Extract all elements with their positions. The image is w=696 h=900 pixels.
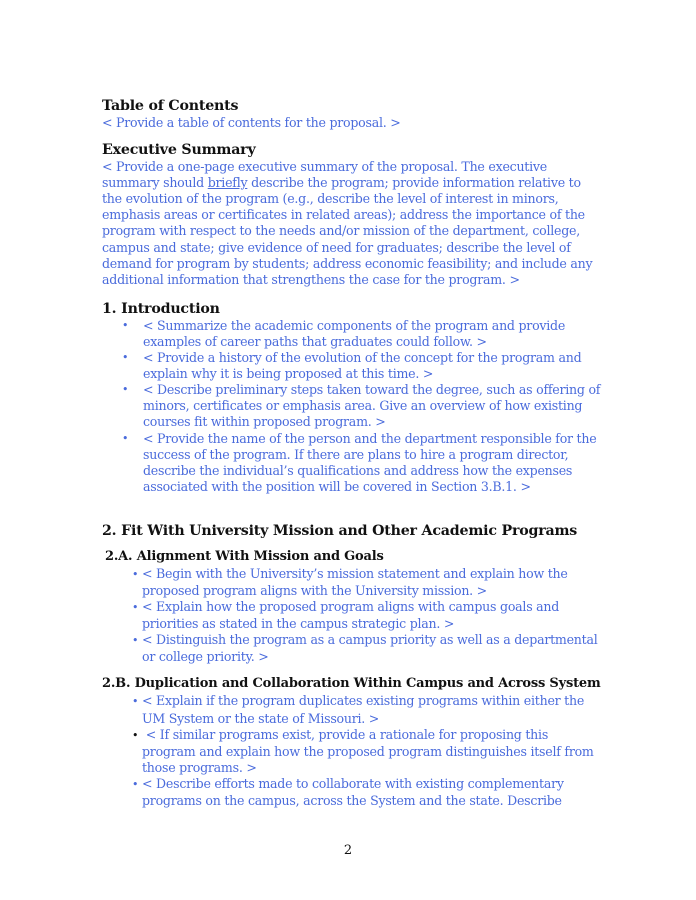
duplication-subheading: 2.B. Duplication and Collaboration Within Campus and Across System [102, 676, 601, 692]
list-item [102, 431, 602, 495]
toc-placeholder: < Provide a table of contents for the proposal. > [102, 115, 401, 130]
list-item [102, 776, 602, 809]
list-item [102, 632, 602, 665]
introduction-list [102, 318, 602, 495]
list-item-text: < Begin with the University’s mission statement and explain how the proposed program aligns with the University mission. > [142, 565, 568, 598]
bullet-icon: • [132, 777, 139, 791]
alignment-list [102, 566, 602, 666]
list-item-text: < If similar programs exist, provide a rationale for proposing this program and explain how the proposed program distinguishes itself from those programs. > [142, 726, 594, 775]
bullet-icon: • [122, 318, 129, 332]
list-item [102, 566, 602, 599]
bullet-icon: • [122, 431, 129, 445]
exec-summary-text-2: describe the program; provide information relative to the evolution of the program (e.g., describe the level of interest in minors, emphasis areas or certificates in related areas); address the importance of the program with respect to the needs and/or mission of the department, college, campus and state; give evidence of need for graduates; describe the level of demand for program by students; address economic feasibility; and include any additional information that strengthens the case for the program. > [102, 175, 593, 287]
list-item-text: < Summarize the academic components of the program and provide examples of career paths that graduates could follow. > [143, 317, 566, 349]
list-item [102, 350, 602, 382]
list-item [102, 727, 602, 776]
exec-summary-underlined-word: briefly [207, 175, 248, 191]
introduction-heading: 1. Introduction [102, 300, 220, 317]
fit-heading: 2. Fit With University Mission and Other Academic Programs [102, 522, 578, 539]
bullet-icon: • [132, 601, 139, 615]
list-item-text: < Distinguish the program as a campus priority as well as a departmental or college priority. > [142, 632, 598, 665]
list-item-text: < Provide a history of the evolution of the concept for the program and explain why it is being proposed at this time. > [143, 350, 582, 382]
page-number: 2 [343, 843, 353, 858]
duplication-list [102, 693, 602, 809]
bullet-icon: • [132, 567, 139, 581]
list-item-text: < Describe preliminary steps taken toward the degree, such as offering of minors, certificates or emphasis area. Give an overview of how existing courses fit within proposed program. > [143, 382, 601, 430]
bullet-icon: • [132, 634, 139, 648]
alignment-subheading: 2.A. Alignment With Mission and Goals [105, 548, 384, 564]
bullet-icon: • [122, 383, 129, 397]
list-item [102, 599, 602, 632]
list-item [102, 693, 602, 726]
exec-summary-text-1: < Provide a one-page executive summary of the proposal. The executive summary should [102, 159, 547, 191]
list-item-text: < Describe efforts made to collaborate with existing complementary programs on the campus, across the System and the state. Describe [142, 775, 564, 808]
exec-summary-placeholder [102, 159, 602, 288]
list-item-text: < Explain if the program duplicates existing programs within either the UM System or the state of Missouri. > [142, 693, 585, 726]
page-content [102, 97, 602, 809]
bullet-icon: • [132, 695, 139, 709]
toc-heading: Table of Contents [102, 98, 239, 114]
list-item-text: < Explain how the proposed program aligns with campus goals and priorities as stated in the campus strategic plan. > [142, 599, 560, 632]
bullet-icon: • [122, 351, 129, 365]
list-item-text: < Provide the name of the person and the department responsible for the success of the program. If there are plans to hire a program director, describe the individual’s qualifications and address how the expenses associated with the position will be covered in Section 3.B.1. > [143, 430, 597, 494]
bullet-icon: • [132, 728, 139, 742]
list-item [102, 382, 602, 430]
list-item [102, 318, 602, 350]
exec-summary-heading: Executive Summary [102, 142, 256, 159]
